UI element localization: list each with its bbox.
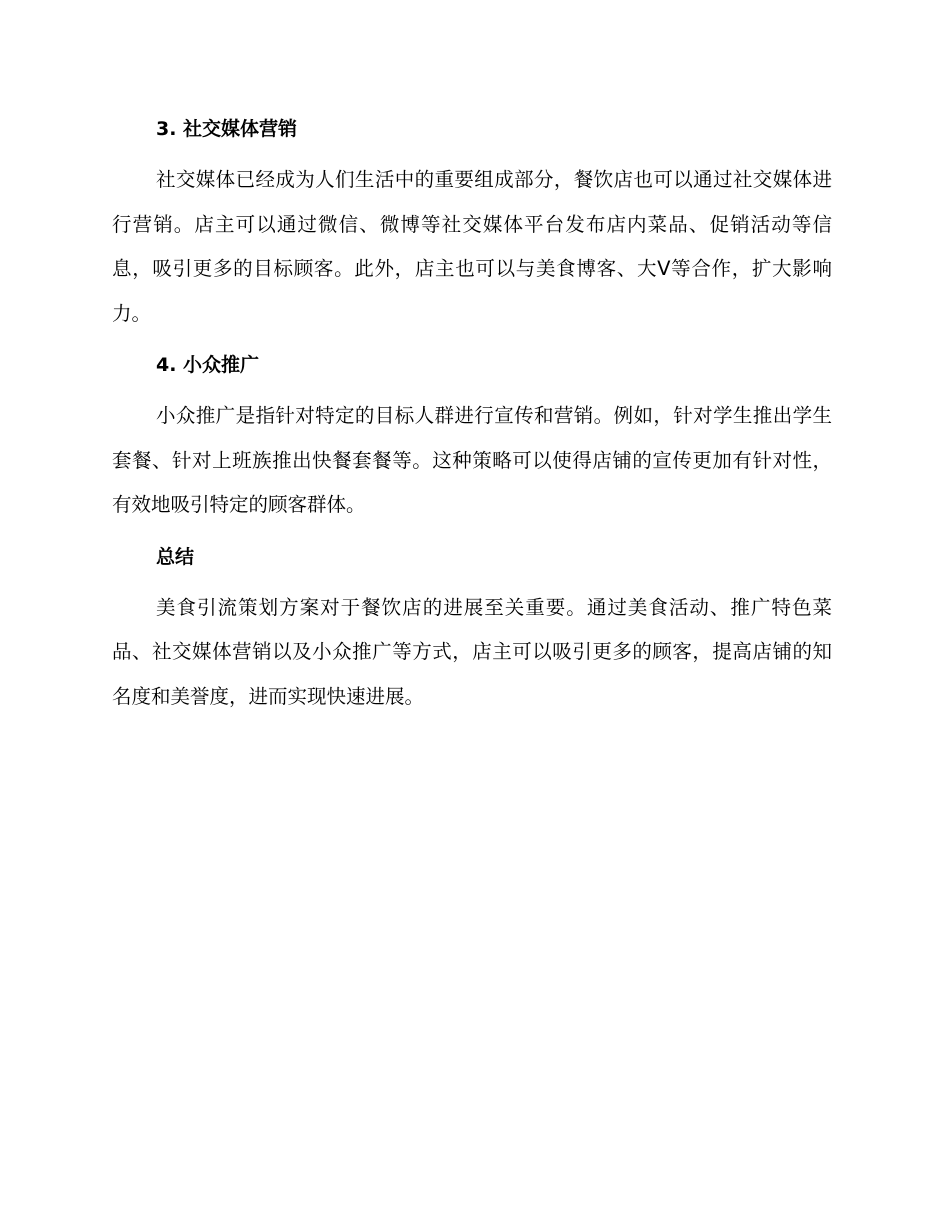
section-paragraph: 美食引流策划方案对于餐饮店的进展至关重要。通过美食活动、推广特色菜品、社交媒体营销以及小众推广等方式，店主可以吸引更多的顾客，提高店铺的知名度和美誉度，进而实现快速进展。 <box>112 595 832 708</box>
section-social-media-marketing <box>112 112 832 336</box>
section-paragraph: 小众推广是指针对特定的目标人群进行宣传和营销。例如，针对学生推出学生套餐、针对上班族推出快餐套餐等。这种策略可以使得店铺的宣传更加有针对性，有效地吸引特定的顾客群体。 <box>112 404 832 516</box>
section-paragraph: 社交媒体已经成为人们生活中的重要组成部分，餐饮店也可以通过社交媒体进行营销。店主可以通过微信、微博等社交媒体平台发布店内菜品、促销活动等信息，吸引更多的目标顾客。此外，店主也可以与美食博客、大V等合作，扩大影响力。 <box>112 168 832 325</box>
section-heading: 总结 <box>156 545 195 568</box>
section-summary <box>112 540 832 720</box>
section-heading: 3. 社交媒体营销 <box>156 118 298 140</box>
document-body <box>112 112 832 731</box>
section-heading: 4. 小众推广 <box>156 354 260 376</box>
section-niche-promotion <box>112 348 832 528</box>
